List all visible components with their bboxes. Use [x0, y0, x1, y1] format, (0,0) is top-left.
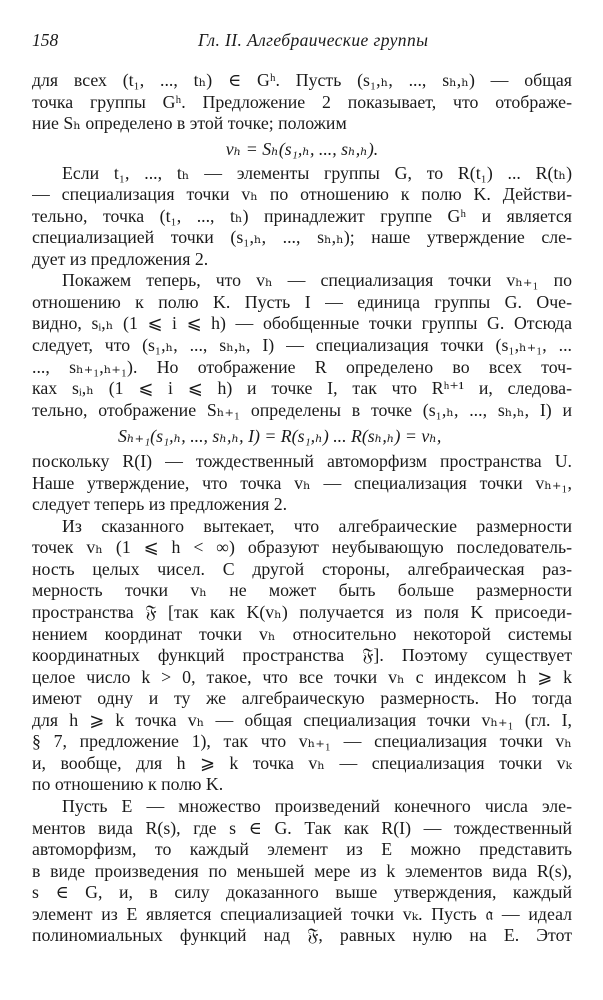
text-line: дует из предложения 2. — [32, 248, 209, 269]
text-line: точек vₕ (1 ⩽ h < ∞) образуют неубывающую последователь- — [32, 537, 572, 558]
text-line: ..., sₕ₊₁,ₕ₊₁). Но отображение R определено во всех точ- — [32, 356, 572, 377]
text-line: имеют одну и ту же алгебраическую размерность. Но тогда — [32, 688, 572, 709]
text-line: следует, что (s₁,ₕ, ..., sₕ,ₕ, I) — специализация точки (s₁,ₕ₊₁, ... — [32, 335, 572, 356]
page-number: 158 — [32, 30, 59, 50]
text-line: полиномиальных функций над 𝔉, равных нулю на E. Этот — [32, 925, 572, 946]
text-line: пространства 𝔉 [так как K(vₕ) получается из поля K присоеди- — [32, 602, 572, 623]
page-header — [32, 30, 572, 54]
text-line: специализацией точки (s₁,ₕ, ..., sₕ,ₕ); наше утверждение сле- — [32, 227, 572, 248]
text-line: в виде произведения по меньшей мере из k элементов вида R(s), — [32, 860, 572, 881]
text-line: точка группы Gʰ. Предложение 2 показывает, что отображе- — [32, 91, 572, 112]
text-line: тельно, точка (t₁, ..., tₕ) принадлежит группе Gʰ и является — [32, 205, 572, 226]
text-line: следует теперь из предложения 2. — [32, 494, 288, 515]
display-formula: Sₕ₊₁(s₁,ₕ, ..., sₕ,ₕ, I) = R(s₁,ₕ) ... R(sₕ,ₕ) = vₕ, — [118, 426, 442, 447]
text-line: Если t₁, ..., tₕ — элементы группы G, то R(t₁) ... R(tₕ) — [62, 162, 572, 183]
text-line: нением координат точки vₕ относительно некоторой системы — [32, 623, 572, 644]
text-line: тельно, отображение Sₕ₊₁ определены в точке (s₁,ₕ, ..., sₕ,ₕ, I) и — [32, 399, 572, 420]
text-line: ние Sₕ определено в этой точке; положим — [32, 113, 347, 134]
text-line: отношению к полю K. Пусть I — единица группы G. Оче- — [32, 291, 572, 312]
text-line: мерность точки vₕ не может быть больше размерности — [32, 580, 572, 601]
text-line: — специализация точки vₕ по отношению к полю K. Действи- — [32, 184, 572, 205]
text-line: поскольку R(I) — тождественный автоморфизм пространства U. — [32, 451, 572, 472]
display-formula: vₕ = Sₕ(s₁,ₕ, ..., sₕ,ₕ). — [225, 138, 379, 159]
text-line: ность целых чисел. С другой стороны, алгебраическая раз- — [32, 558, 572, 579]
text-line: Покажем теперь, что vₕ — специализация точки vₕ₊₁ по — [62, 270, 572, 291]
text-line: видно, sᵢ,ₕ (1 ⩽ i ⩽ h) — обобщенные точки группы G. Отсюда — [32, 313, 572, 334]
text-line: s ∈ G, и, в силу доказанного выше утверждения, каждый — [32, 882, 572, 903]
text-line: по отношению к полю K. — [32, 774, 224, 795]
text-line: ментов вида R(s), где s ∈ G. Так как R(I) — тождественный — [32, 817, 572, 838]
text-line: Из сказанного вытекает, что алгебраические размерности — [62, 515, 572, 536]
text-line: и, вообще, для h ⩾ k точка vₕ — специализация точки vₖ — [32, 752, 572, 773]
text-line: элемент из E является специализацией точки vₖ. Пусть 𝔞 — идеал — [32, 903, 572, 924]
text-line: для h ⩾ k точка vₕ — общая специализация точки vₕ₊₁ (гл. I, — [32, 709, 572, 730]
body-text — [32, 70, 572, 947]
text-line: для всех (t₁, ..., tₕ) ∈ Gʰ. Пусть (s₁,ₕ, ..., sₕ,ₕ) — общая — [32, 70, 572, 90]
text-line: Пусть E — множество произведений конечного числа эле- — [62, 795, 572, 816]
text-line: автоморфизм, то каждый элемент из E можно представить — [32, 839, 572, 860]
text-line: целое число k > 0, такое, что все точки vₕ с индексом h ⩾ k — [32, 666, 572, 687]
text-line: § 7, предложение 1), так что vₕ₊₁ — специализация точки vₕ — [32, 731, 572, 752]
text-line: Наше утверждение, что точка vₕ — специализация точки vₕ₊₁, — [32, 472, 572, 493]
running-title: Гл. II. Алгебраические группы — [198, 30, 429, 50]
text-line: координатных функций пространства 𝔉]. Поэтому существует — [32, 645, 572, 666]
text-line: ках sᵢ,ₕ (1 ⩽ i ⩽ h) и точке I, так что Rʰ⁺¹ и, следова- — [32, 378, 572, 399]
